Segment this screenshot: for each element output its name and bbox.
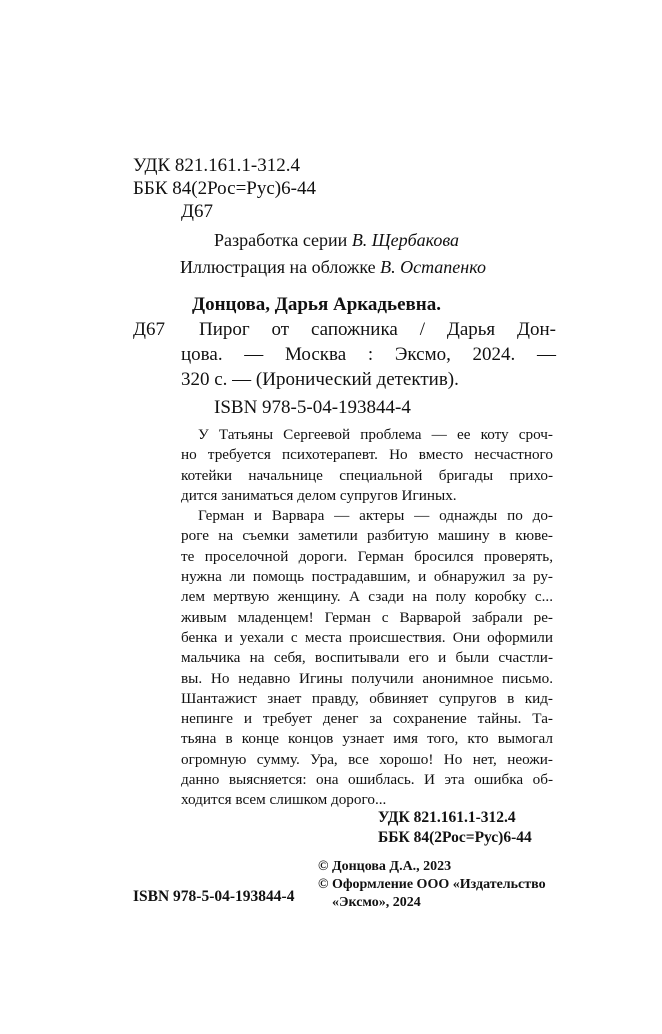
annotation-line: бенка и уехали с места происшествия. Они оформили bbox=[181, 628, 553, 646]
annotation-line: нужна ли помощь пострадавшим, и обнаружил за ру- bbox=[181, 568, 553, 586]
annotation-line: мальчика на себя, воспитывали его и были счастли- bbox=[181, 649, 553, 667]
bibliographic-line: 320 с. — (Иронический детектив). bbox=[181, 369, 459, 390]
annotation-line: непинге и требует денег за сохранение тайны. Та- bbox=[181, 710, 553, 728]
bibliographic-description bbox=[199, 319, 556, 341]
annotation-line: данно выясняется: она ошиблась. И эта ошибка об- bbox=[181, 771, 553, 789]
bibliographic-line: Пирог от сапожника / Дарья Дон- bbox=[199, 319, 556, 340]
annotation-line: ходится всем слишком дорого... bbox=[181, 791, 387, 809]
bibliographic-description-cont bbox=[181, 344, 556, 366]
cover-credit-name: В. Остапенко bbox=[380, 257, 486, 277]
annotation-line: дится заниматься делом супругов Игиных. bbox=[181, 486, 457, 504]
author-heading: Донцова, Дарья Аркадьевна. bbox=[192, 294, 441, 315]
series-credit-name: В. Щербакова bbox=[351, 230, 460, 250]
cover-credit bbox=[180, 256, 486, 278]
annotation-line: Герман и Варвара — актеры — однажды по до- bbox=[198, 507, 553, 525]
annotation-line: роге на съемки заметили разбитую машину в кюве- bbox=[181, 527, 553, 545]
bibliographic-isbn: ISBN 978-5-04-193844-4 bbox=[214, 397, 411, 418]
udk-code: УДК 821.161.1-312.4 bbox=[133, 155, 300, 176]
author-mark: Д67 bbox=[181, 201, 213, 222]
bibliographic-line: цова. — Москва : Эксмо, 2024. — bbox=[181, 344, 556, 365]
annotation-line: тьяна в конце концов узнает имя того, кто вымогал bbox=[181, 730, 553, 748]
copyright-design-cont: «Эксмо», 2024 bbox=[332, 895, 421, 910]
annotation-line: но требуется психотерапевт. Но вместо несчастного bbox=[181, 446, 553, 464]
annotation-line: лем мертвую женщину. А сзади на полу коробку с... bbox=[181, 588, 553, 606]
annotation-line: У Татьяны Сергеевой проблема — ее коту сроч- bbox=[198, 426, 553, 443]
cover-credit-label: Иллюстрация на обложке bbox=[180, 257, 376, 277]
copyright-design: © Оформление ООО «Издательство bbox=[318, 877, 546, 892]
copyright-author: © Донцова Д.А., 2023 bbox=[318, 859, 452, 874]
annotation-line: вы. Но недавно Игины получили анонимное письмо. bbox=[181, 669, 553, 687]
annotation bbox=[181, 425, 553, 811]
annotation-line: огромную сумму. Ура, все хорошо! Но нет, неожи- bbox=[181, 750, 553, 768]
bibliographic-mark: Д67 bbox=[133, 319, 165, 340]
annotation-line: Шантажист знает правду, обвиняет супругов в кид- bbox=[181, 689, 553, 707]
series-credit bbox=[214, 229, 459, 251]
annotation-line: котейки начальнице специальной бригады прихо- bbox=[181, 466, 553, 484]
series-credit-label: Разработка серии bbox=[214, 230, 348, 250]
annotation-line: живым младенцем! Герман с Варварой забрали ре- bbox=[181, 608, 553, 626]
footer-bbk: ББК 84(2Рос=Рус)6-44 bbox=[378, 829, 532, 846]
annotation-line: те проселочной дороги. Герман бросился проверять, bbox=[181, 547, 553, 565]
bbk-code: ББК 84(2Рос=Рус)6-44 bbox=[133, 178, 316, 199]
footer-isbn: ISBN 978-5-04-193844-4 bbox=[133, 888, 295, 905]
footer-udk: УДК 821.161.1-312.4 bbox=[378, 809, 516, 826]
